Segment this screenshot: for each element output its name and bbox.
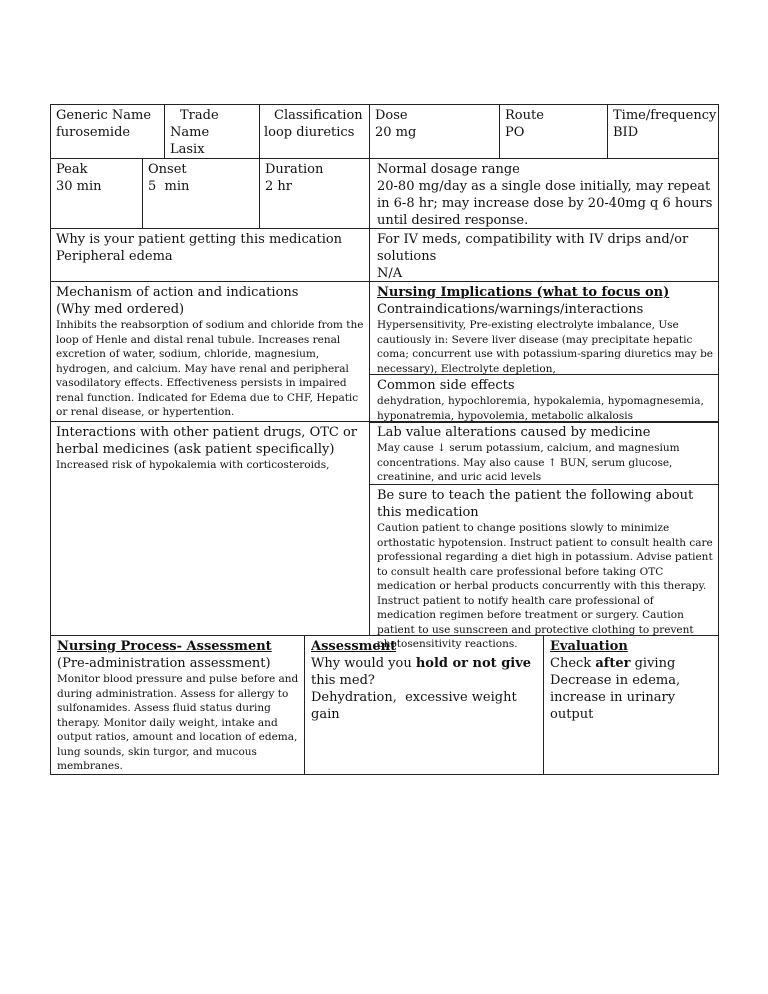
evaluation-check [550, 655, 713, 672]
peak-cell [50, 158, 143, 229]
mechanism-sublabel: (Why med ordered) [56, 302, 185, 317]
iv-compatibility-cell [369, 228, 719, 282]
duration-cell [259, 158, 370, 229]
mechanism-text: Inhibits the reabsorption of sodium and chloride from the loop of Henle and distal renal tubule. Increases renal excretion of water, sodium, chloride, magnesium, hydrogen, and calcium. May have renal and peripheral vasodilatory effects. Effectiveness persists in impaired renal function. Indicated for Edema due to CHF, Hepatic or renal disease, or hypertention. [56, 319, 364, 418]
route-label: Route [505, 108, 544, 123]
nursing-process-heading: Nursing Process- Assessment [57, 639, 272, 654]
duration-label: Duration [265, 162, 324, 177]
assessment-question-bold: hold or not give [415, 656, 532, 671]
classification-label: Classification [274, 108, 363, 123]
generic-name-value: furosemide [56, 125, 131, 140]
mechanism-cell [50, 281, 370, 422]
why-medication-label: Why is your patient getting this medication [56, 232, 343, 247]
interactions-text: Increased risk of hypokalemia with corticosteroids, [56, 459, 330, 471]
teach-patient-text: Caution patient to change positions slowly to minimize orthostatic hypotension. Instruct patient to consult health care professional regarding a diet high in potassium. Advise patient to consult health care professional before taking OTC medication or herbal products concurrently with this therapy. Instruct patient to notify health care professional of medication regimen before treatment or surgery. Caution patient to use sunscreen and protective clothing to prevent photosensitivity reactions. [377, 522, 713, 650]
assessment-answer: Dehydration, excessive weight gain [311, 690, 521, 722]
interactions-label: Interactions with other patient drugs, OTC or herbal medicines (ask patient specifically) [56, 425, 358, 457]
generic-name-label: Generic Name [56, 108, 152, 123]
peak-label: Peak [56, 162, 88, 177]
trade-label-2: Name [170, 125, 210, 140]
iv-compatibility-label: For IV meds, compatibility with IV drips and/or solutions [377, 232, 689, 264]
dosage-range-label: Normal dosage range [377, 162, 520, 177]
side-effects-text: dehydration, hypochloremia, hypokalemia, hypomagnesemia, hyponatremia, hypovolemia, metabolic alkalosis [377, 395, 704, 422]
assessment-question-part2: this med? [311, 673, 375, 688]
dose-label: Dose [375, 108, 408, 123]
route-cell [499, 104, 608, 159]
peak-value: 30 min [56, 179, 102, 194]
trade-label: Trade [180, 108, 219, 123]
dose-value: 20 mg [375, 125, 417, 140]
lab-values-cell [369, 421, 719, 485]
evaluation-check-part1: Check [550, 656, 596, 671]
assessment-heading: Assessment [311, 639, 397, 654]
side-effects-label: Common side effects [377, 378, 515, 393]
assessment-cell [304, 635, 544, 775]
iv-compatibility-value: N/A [377, 266, 403, 281]
evaluation-cell [543, 635, 719, 775]
classification-value: loop diuretics [264, 125, 355, 140]
lab-values-text: May cause ↓ serum potassium, calcium, and magnesium concentrations. May also cause ↑ BUN, serum glucose, creatinine, and uric acid levels [377, 442, 680, 483]
mechanism-label: Mechanism of action and indications [56, 285, 299, 300]
lab-values-label: Lab value alterations caused by medicine [377, 425, 651, 440]
dose-cell [369, 104, 500, 159]
evaluation-check-bold: after [595, 656, 631, 671]
dosage-range-value: 20-80 mg/day as a single dose initially, may repeat in 6-8 hr; may increase dose by 20-40mg q 6 hours until desired response. [377, 179, 713, 228]
onset-value: 5 min [148, 179, 190, 194]
classification-cell [259, 104, 370, 159]
onset-label: Onset [148, 162, 187, 177]
side-effects-cell [369, 374, 719, 423]
nursing-process-text: Monitor blood pressure and pulse before and during administration. Assess for allergy to sulfonamides. Assess fluid status during therapy. Monitor daily weight, intake and output ratios, amount and location of edema, lung sounds, skin turgor, and mucous membranes. [57, 673, 299, 772]
assessment-question [311, 655, 538, 689]
nursing-implications-cell [369, 281, 719, 375]
time-frequency-value: BID [613, 125, 639, 140]
why-medication-value: Peripheral edema [56, 249, 173, 264]
evaluation-heading: Evaluation [550, 639, 628, 654]
dosage-range-cell [369, 158, 719, 229]
teach-patient-label: Be sure to teach the patient the following about this medication [377, 488, 694, 520]
contraindications-label: Contraindications/warnings/interactions [377, 302, 644, 317]
trade-name-cell [165, 104, 259, 159]
contraindications-text: Hypersensitivity, Pre-existing electrolyte imbalance, Use cautiously in: Severe liver disease (may precipitate hepatic coma; concurrent use with potassium-sparing diuretics may be necessary), Electrolyte depletion, [377, 319, 714, 375]
evaluation-answer: Decrease in edema, increase in urinary output [550, 673, 681, 722]
onset-cell [142, 158, 260, 229]
assessment-question-part1: Why would you [311, 656, 416, 671]
route-value: PO [505, 125, 525, 140]
evaluation-check-part2: giving [630, 656, 676, 671]
time-frequency-cell [607, 104, 719, 159]
trade-value: Lasix [170, 142, 205, 157]
nursing-implications-heading: Nursing Implications (what to focus on) [377, 285, 670, 300]
nursing-process-sublabel: (Pre-administration assessment) [57, 656, 271, 671]
nursing-process-cell [50, 635, 305, 775]
interactions-cell [50, 421, 370, 636]
generic-name-cell [50, 104, 165, 159]
time-frequency-label: Time/frequency [613, 108, 717, 123]
duration-value: 2 hr [265, 179, 292, 194]
why-medication-cell [50, 228, 370, 282]
